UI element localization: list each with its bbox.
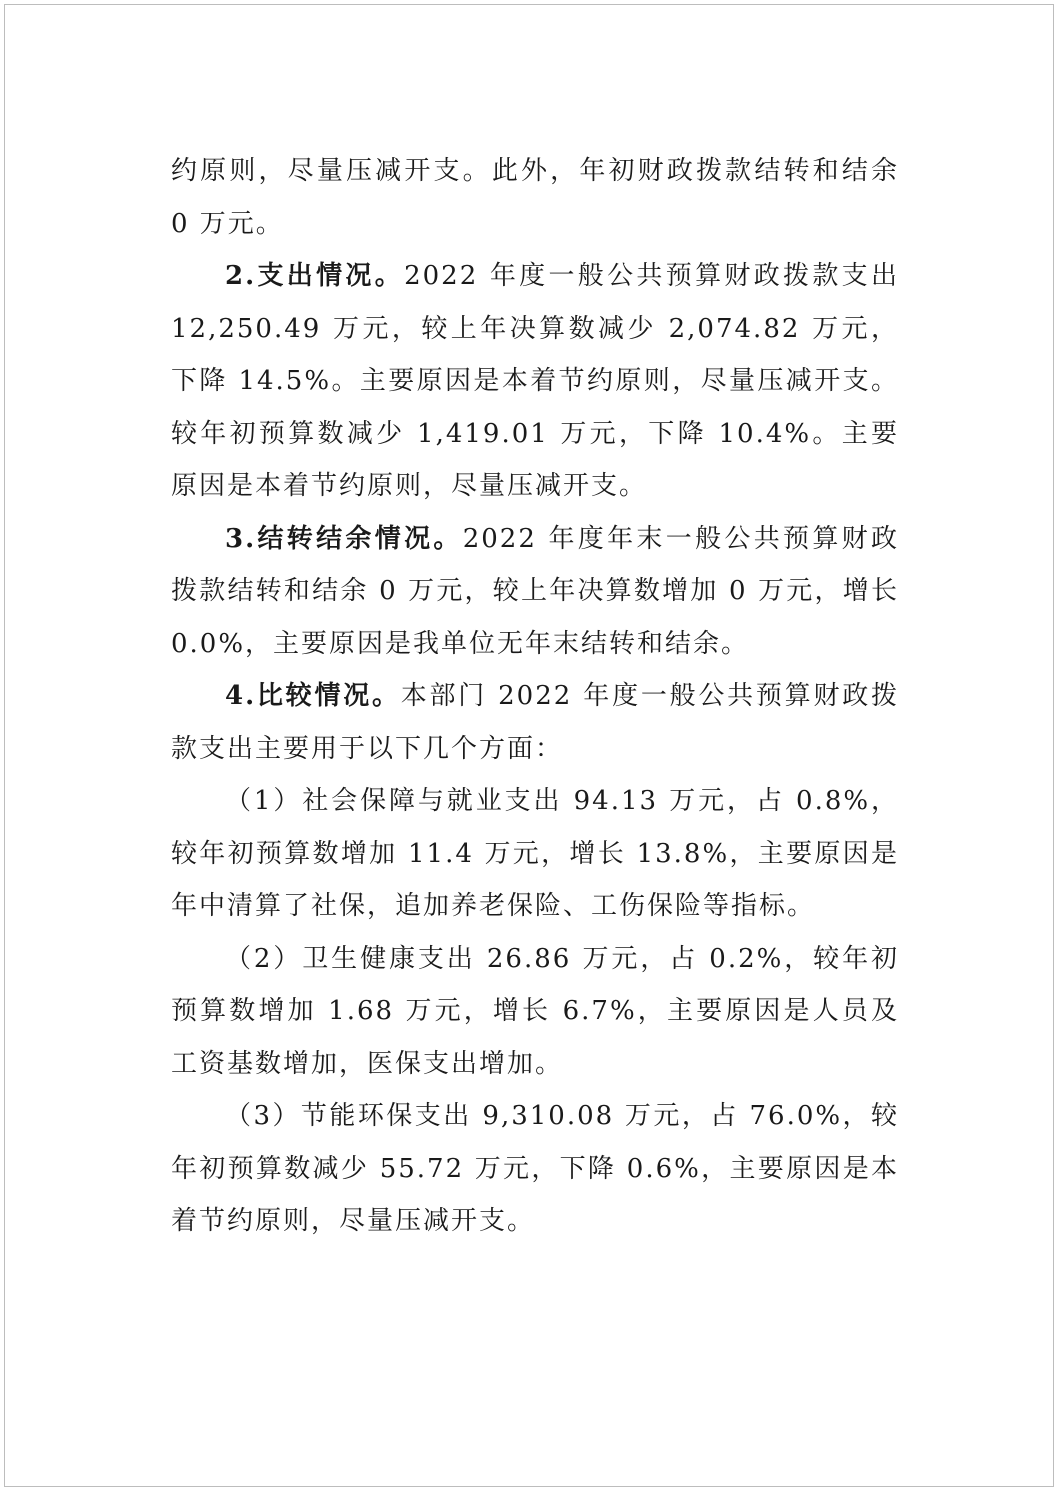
document-page	[4, 4, 1054, 1487]
paragraph-text: 2022 年度一般公共预算财政拨款支出 12,250.49 万元，较上年决算数减少 2,074.82 万元，下降 14.5%。主要原因是本着节约原则，尽量压减开支。较年初预算数减少 1,419.01 万元，下降 10.4%。主要原因是本着节约原则，尽量压减开支。	[171, 261, 899, 501]
paragraph-carryover	[171, 513, 899, 671]
paragraph-comparison	[171, 670, 899, 775]
document-body	[171, 145, 899, 1248]
paragraph-text: 2022 年度年末一般公共预算财政拨款结转和结余 0 万元，较上年决算数增加 0 万元，增长 0.0%，主要原因是我单位无年末结转和结余。	[171, 523, 899, 659]
paragraph-heading: 2.支出情况。	[225, 261, 405, 291]
paragraph-text: 约原则，尽量压减开支。此外，年初财政拨款结转和结余 0 万元。	[171, 156, 899, 239]
paragraph-heading: 4.比较情况。	[225, 681, 401, 711]
paragraph-text: （1）社会保障与就业支出 94.13 万元，占 0.8%，较年初预算数增加 11.4 万元，增长 13.8%，主要原因是年中清算了社保，追加养老保险、工伤保险等指标。	[171, 786, 899, 921]
paragraph-heading: 3.结转结余情况。	[225, 523, 463, 554]
paragraph-item-social-security	[171, 775, 899, 933]
paragraph-item-health	[171, 933, 899, 1091]
paragraph-item-environment	[171, 1090, 899, 1248]
paragraph-expenditure	[171, 250, 899, 513]
paragraph-text: 本部门 2022 年度一般公共预算财政拨款支出主要用于以下几个方面：	[171, 681, 899, 764]
paragraph-text: （3）节能环保支出 9,310.08 万元，占 76.0%，较年初预算数减少 55.72 万元，下降 0.6%，主要原因是本着节约原则，尽量压减开支。	[171, 1101, 899, 1236]
paragraph-continuation	[171, 145, 899, 250]
paragraph-text: （2）卫生健康支出 26.86 万元，占 0.2%，较年初预算数增加 1.68 万元，增长 6.7%，主要原因是人员及工资基数增加，医保支出增加。	[171, 943, 899, 1079]
